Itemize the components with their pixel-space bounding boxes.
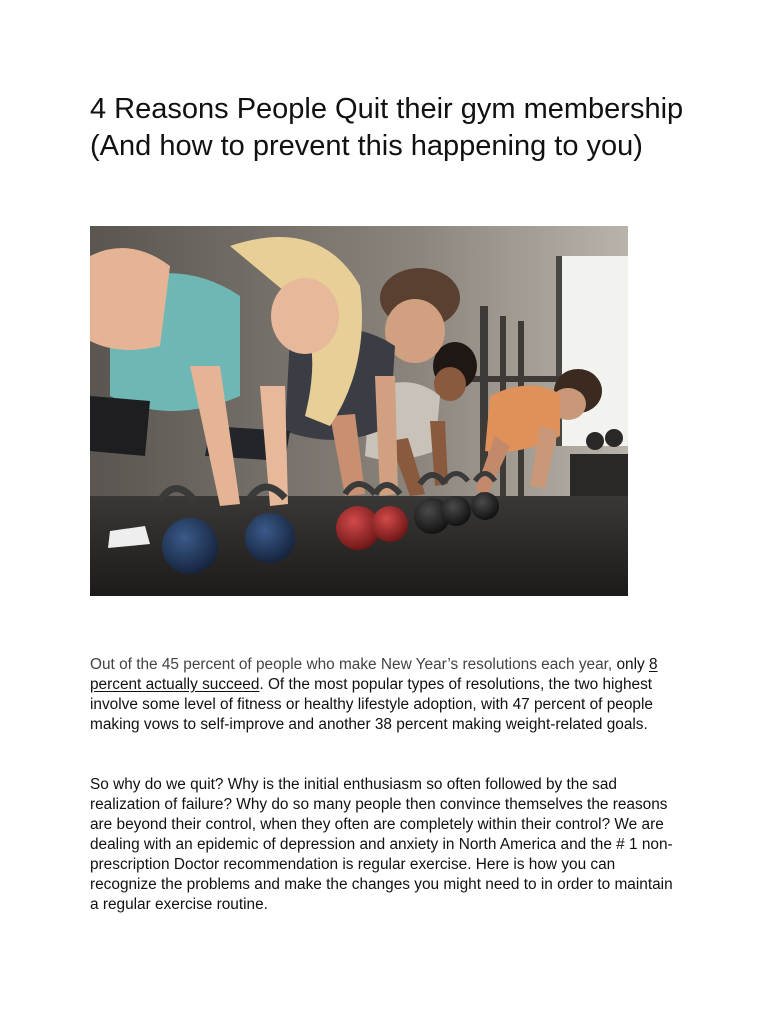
intro-pre-link-text: only [612, 656, 649, 673]
intro-lead-text: Out of the 45 percent of people who make New Year’s resolutions each year, [90, 656, 613, 673]
photo-illustration [90, 226, 628, 596]
gym-photo [90, 226, 628, 596]
succeed-link[interactable]: 8 percent actually succeed [90, 656, 658, 693]
document-title: 4 Reasons People Quit their gym membership (And how to prevent this happening to you) [90, 93, 684, 162]
why-quit-paragraph: So why do we quit? Why is the initial enthusiasm so often followed by the sad realization of failure? Why do so many people then convince themselves the reasons are beyond their control, when they often are completely within their control? We are dealing with an epidemic of depression and anxiety in North America and the # 1 non-prescription Doctor recommendation is regular exercise. Here is how you can recognize the problems and make the changes you might need to in order to maintain a regular exercise routine. [90, 776, 673, 913]
intro-paragraph [90, 655, 680, 735]
intro-post-link-text: . Of the most popular types of resolutions, the two highest involve some level of fitness or healthy lifestyle adoption, with 47 percent of people making vows to self-improve and another 38 percent making weight-related goals. [90, 676, 653, 733]
